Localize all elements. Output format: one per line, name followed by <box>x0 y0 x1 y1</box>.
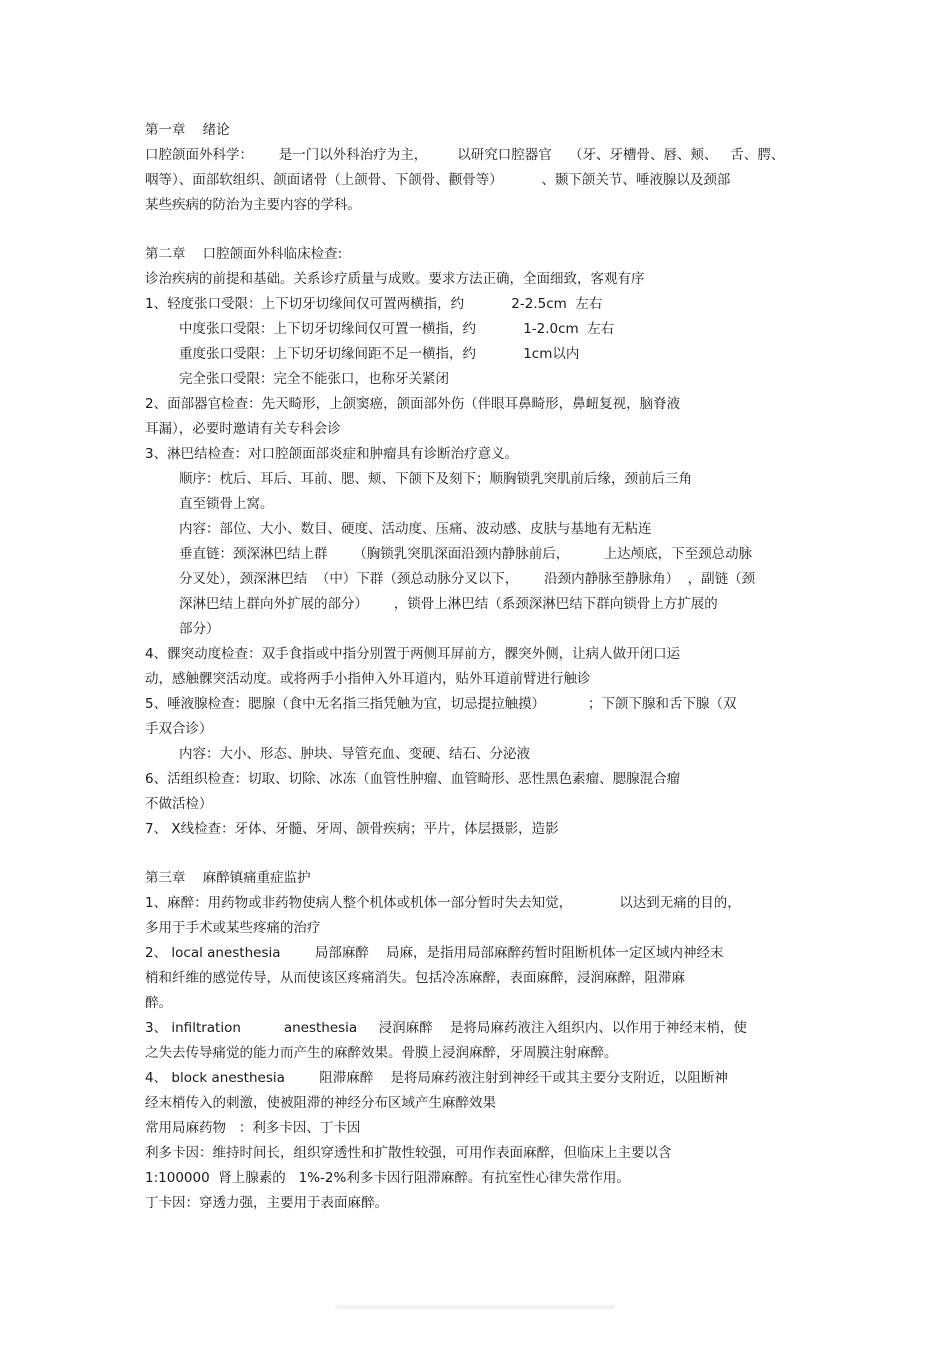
chapter-1-line: 咽等）、面部软组织、颌面诸骨（上颌骨、下颌骨、颧骨等） 、颞下颌关节、唾液腺以及颈部 <box>145 172 731 188</box>
chapter-2-line: 垂直链：颈深淋巴结上群 （胸锁乳突肌深面沿颈内静脉前后， 上达颅底，下至颈总动脉 <box>179 546 753 562</box>
chapter-3-line: 醉。 <box>145 995 172 1011</box>
chapter-1-line: 某些疾病的防治为主要内容的学科。 <box>145 197 361 213</box>
chapter-2-line: 诊治疾病的前提和基础。关系诊疗质量与成败。要求方法正确，全面细致，客观有序 <box>145 271 645 287</box>
chapter-2-line: 内容：部位、大小、数目、硬度、活动度、压痛、波动感、皮肤与基地有无粘连 <box>179 521 652 537</box>
chapter-2-line: 2、面部器官检查：先天畸形，上颌窦癌，颌面部外伤（伴眼耳鼻畸形，鼻衄复视，脑脊液 <box>145 396 681 412</box>
chapter-3-line: 梢和纤维的感觉传导，从而使该区疼痛消失。包括冷冻麻醉，表面麻醉，浸润麻醉，阻滞麻 <box>145 970 685 986</box>
chapter-3-line: 4、 block anesthesia 阻滞麻醉 是将局麻药液注射到神经干或其主要分支附近，以阻断神 <box>145 1070 728 1086</box>
chapter-2-line: 直至锁骨上窝。 <box>179 496 274 512</box>
chapter-3-line: 1、麻醉：用药物或非药物使病人整个机体或机体一部分暂时失去知觉， 以达到无痛的目的， <box>145 895 741 911</box>
chapter-2-line: 完全张口受限：完全不能张口，也称牙关紧闭 <box>179 371 449 387</box>
chapter-2-line: 深淋巴结上群向外扩展的部分） ，锁骨上淋巴结（系颈深淋巴结下群向锁骨上方扩展的 <box>179 596 718 612</box>
chapter-2-line: 顺序：枕后、耳后、耳前、腮、颊、下颌下及刻下；顺胸锁乳突肌前后缘，颈前后三角 <box>179 471 692 487</box>
chapter-2-line: 1、轻度张口受限：上下切牙切缘间仅可置两横指，约 2-2.5cm 左右 <box>145 296 603 312</box>
chapter-3-title: 第三章 麻醉镇痛重症监护 <box>145 870 311 886</box>
section-gap <box>145 842 815 866</box>
chapter-2-line: 中度张口受限：上下切牙切缘间仅可置一横指，约 1-2.0cm 左右 <box>179 321 615 337</box>
chapter-3-line: 常用局麻药物 ：利多卡因、丁卡因 <box>145 1120 361 1136</box>
chapter-2-line: 7、 X线检查：牙体、牙髓、牙周、颌骨疾病；平片，体层摄影，造影 <box>145 821 559 837</box>
chapter-2-line: 3、淋巴结检查：对口腔颌面部炎症和肿瘤具有诊断治疗意义。 <box>145 446 519 462</box>
chapter-3-line: 多用于手术或某些疼痛的治疗 <box>145 920 321 936</box>
chapter-3-line: 丁卡因：穿透力强，主要用于表面麻醉。 <box>145 1195 388 1211</box>
chapter-2-line: 分叉处），颈深淋巴结 （中）下群（颈总动脉分叉以下， 沿颈内静脉至静脉角） ，副链（颈 <box>179 571 756 587</box>
chapter-2-line: 4、髁突动度检查：双手食指或中指分别置于两侧耳屏前方，髁突外侧，让病人做开闭口运 <box>145 646 681 662</box>
chapter-2-line: 内容：大小、形态、肿块、导管充血、变硬、结石、分泌液 <box>179 746 530 762</box>
chapter-2-body <box>145 267 815 842</box>
chapter-2-line: 动，感触髁突活动度。或将两手小指伸入外耳道内，贴外耳道前臂进行触诊 <box>145 671 591 687</box>
chapter-2-line: 6、活组织检查：切取、切除、冰冻（血管性肿瘤、血管畸形、恶性黑色素瘤、腮腺混合瘤 <box>145 771 681 787</box>
chapter-3-line: 2、 local anesthesia 局部麻醉 局麻，是指用局部麻醉药暂时阻断机体一定区域内神经末 <box>145 945 724 961</box>
chapter-3-line: 3、 infiltration anesthesia 浸润麻醉 是将局麻药液注入组织内、以作用于神经末梢，使 <box>145 1020 747 1036</box>
chapter-2-line: 部分） <box>179 621 220 637</box>
chapter-2-line: 重度张口受限：上下切牙切缘间距不足一横指，约 1cm以内 <box>179 346 580 362</box>
section-gap <box>145 218 815 242</box>
chapter-1-title: 第一章 绪论 <box>145 122 230 138</box>
chapter-2-line: 不做活检） <box>145 796 213 812</box>
chapter-3-line: 经末梢传入的刺激，使被阻滞的神经分布区域产生麻醉效果 <box>145 1095 496 1111</box>
chapter-3-line: 之失去传导痛觉的能力而产生的麻醉效果。骨膜上浸润麻醉，牙周膜注射麻醉。 <box>145 1045 618 1061</box>
chapter-3-line: 1:100000 肾上腺素的 1%-2%利多卡因行阻滞麻醉。有抗室性心律失常作用。 <box>145 1170 630 1186</box>
chapter-2-line: 5、唾液腺检查：腮腺（食中无名指三指凭触为宜，切忌提拉触摸） ；下颌下腺和舌下腺（双 <box>145 696 737 712</box>
footer-watermark <box>335 1305 615 1309</box>
chapter-3-line: 利多卡因：维持时间长，组织穿透性和扩散性较强，可用作表面麻醉，但临床上主要以含 <box>145 1145 672 1161</box>
document-body <box>145 118 815 1216</box>
chapter-1-line: 口腔颌面外科学： 是一门以外科治疗为主， 以研究口腔器官 （牙、牙槽骨、唇、颊、 舌、腭、 <box>145 147 785 163</box>
chapter-2-title: 第二章 口腔颌面外科临床检查: <box>145 246 343 262</box>
chapter-2-line: 耳漏），必要时邀请有关专科会诊 <box>145 421 341 437</box>
chapter-2-line: 手双合诊） <box>145 721 213 737</box>
